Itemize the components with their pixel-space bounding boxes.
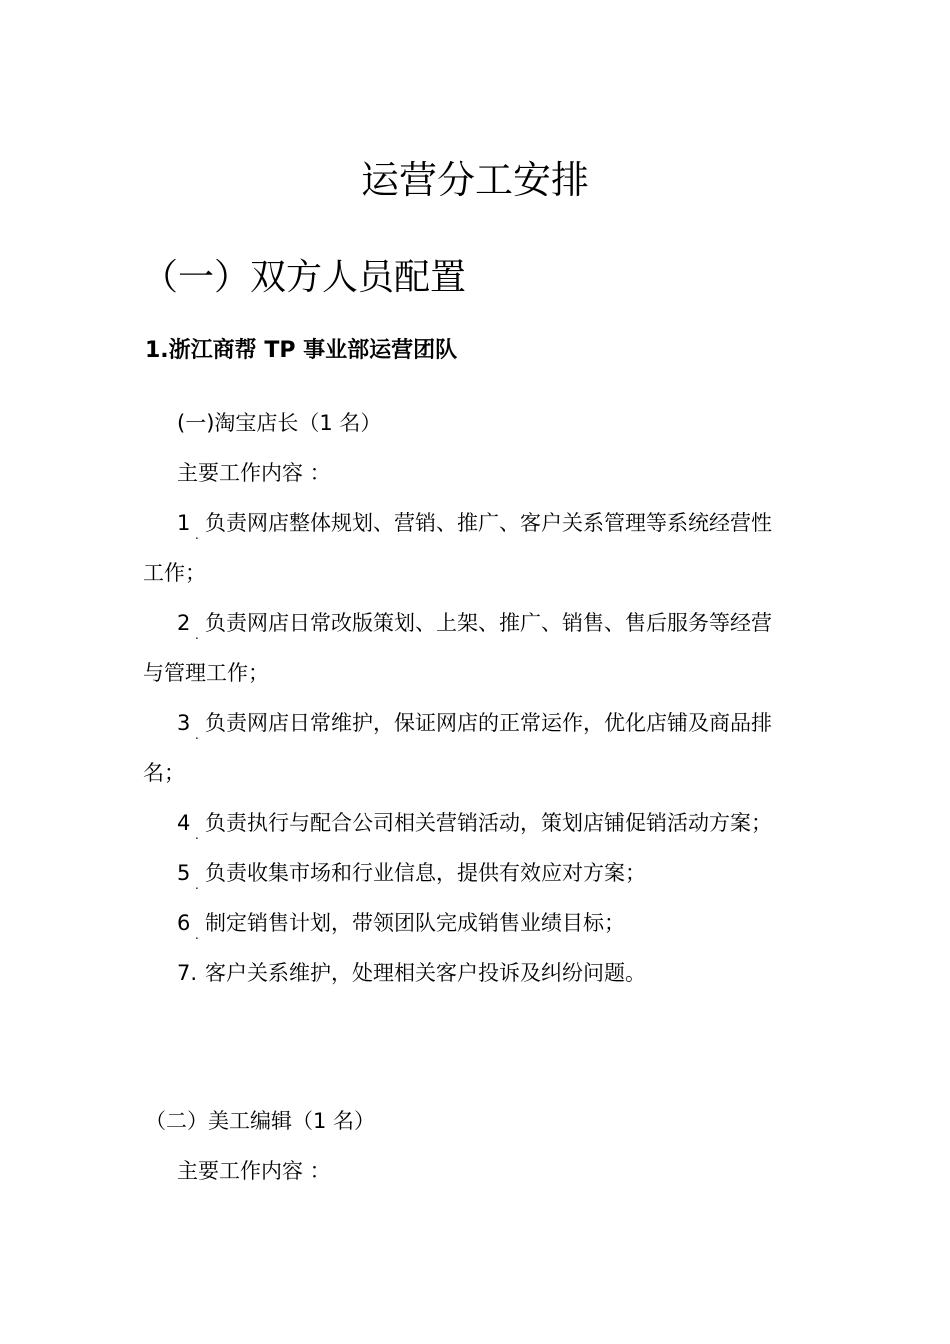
duties-label: 主要工作内容 ：	[177, 461, 331, 485]
duties-label: 主要工作内容 ：	[177, 1159, 331, 1183]
duty-item	[177, 707, 772, 742]
duty-text: 负责网店日常改版策划、上架、推广、销售、售后服务等经营	[205, 611, 772, 635]
subsection-heading: 1.浙江商帮 TP 事业部运营团队	[145, 338, 458, 363]
duty-number: 2 .	[177, 611, 199, 642]
duty-text: 负责执行与配合公司相关营销活动，策划店铺促销活动方案；	[205, 811, 772, 835]
duty-continuation: 名；	[143, 761, 185, 785]
duty-item	[177, 957, 646, 989]
duty-text: 制定销售计划，带领团队完成销售业绩目标；	[205, 911, 625, 935]
document-title: 运营分工安排	[360, 158, 589, 202]
section-heading: （一）双方人员配置	[142, 257, 467, 298]
role-heading-store-manager: (一)淘宝店长（1 名）	[177, 411, 382, 435]
duty-item	[177, 507, 772, 542]
duty-number: 1 .	[177, 511, 199, 542]
duty-item	[177, 807, 772, 842]
duty-number: 3 .	[177, 711, 199, 742]
duty-continuation: 与管理工作；	[143, 661, 269, 685]
duty-item	[177, 607, 772, 642]
duty-text: 负责收集市场和行业信息，提供有效应对方案；	[205, 861, 646, 885]
duty-number: 5 .	[177, 861, 199, 892]
duty-text: 负责网店日常维护，保证网店的正常运作，优化店铺及商品排	[205, 711, 772, 735]
duty-number: 4 .	[177, 811, 199, 842]
duty-number: 6 .	[177, 911, 199, 942]
duty-number: 7.	[177, 961, 198, 985]
duty-text: 客户关系维护，处理相关客户投诉及纠纷问题。	[205, 961, 646, 985]
role-heading-art-editor: （二）美工编辑（1 名）	[145, 1109, 376, 1133]
duty-text: 负责网店整体规划、营销、推广、客户关系管理等系统经营性	[205, 511, 772, 535]
duty-item	[177, 907, 625, 942]
duty-continuation: 工作；	[143, 561, 206, 585]
duty-item	[177, 857, 646, 892]
